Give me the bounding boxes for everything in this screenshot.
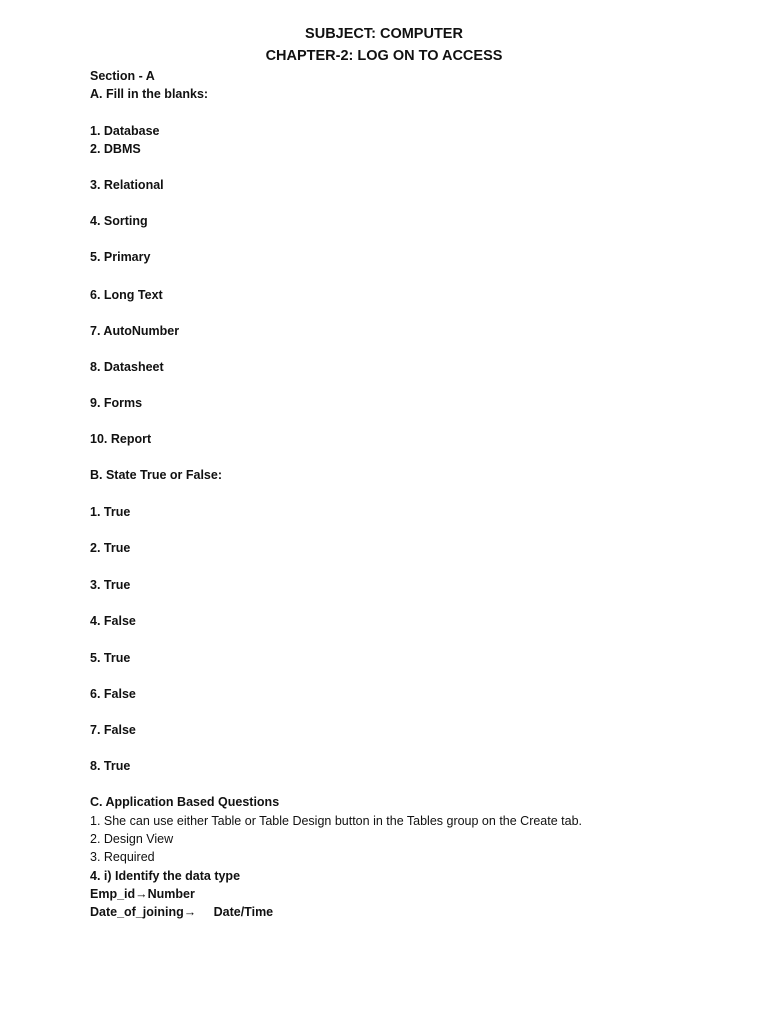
part-b-heading: B. State True or False:	[90, 468, 222, 482]
answer-c-3: 3. Required	[90, 850, 155, 864]
answer-a-3: 3. Relational	[90, 178, 164, 192]
answer-a-4: 4. Sorting	[90, 214, 148, 228]
chapter-title: CHAPTER-2: LOG ON TO ACCESS	[265, 48, 503, 64]
answer-c-2: 2. Design View	[90, 832, 174, 846]
subject-title: SUBJECT: COMPUTER	[305, 26, 463, 42]
answer-a-1: 1. Database	[90, 124, 160, 138]
part-a-heading: A. Fill in the blanks:	[90, 87, 209, 101]
answer-b-8: 8. True	[90, 759, 131, 773]
answer-c-4: 4. i) Identify the data type	[90, 869, 241, 883]
answer-b-1: 1. True	[90, 505, 131, 519]
part-c-heading: C. Application Based Questions	[90, 795, 280, 809]
answer-c-1: 1. She can use either Table or Table Design button in the Tables group on the Create tab.	[90, 814, 583, 828]
answer-b-4: 4. False	[90, 614, 136, 628]
answer-a-5: 5. Primary	[90, 250, 151, 264]
answer-b-2: 2. True	[90, 541, 131, 555]
answer-a-9: 9. Forms	[90, 396, 143, 410]
answer-b-3: 3. True	[90, 578, 131, 592]
answer-b-7: 7. False	[90, 723, 136, 737]
answer-a-6: 6. Long Text	[90, 288, 163, 302]
answer-b-5: 5. True	[90, 651, 131, 665]
answer-a-2: 2. DBMS	[90, 142, 141, 156]
section-label: Section - A	[90, 69, 155, 83]
answer-c-4-emp-id: Emp_id→Number	[90, 887, 195, 901]
answer-a-7: 7. AutoNumber	[90, 324, 180, 338]
answer-b-6: 6. False	[90, 687, 136, 701]
answer-c-4-date-of-joining: Date_of_joining→ Date/Time	[90, 905, 274, 919]
answer-a-10: 10. Report	[90, 432, 152, 446]
answer-a-8: 8. Datasheet	[90, 360, 164, 374]
